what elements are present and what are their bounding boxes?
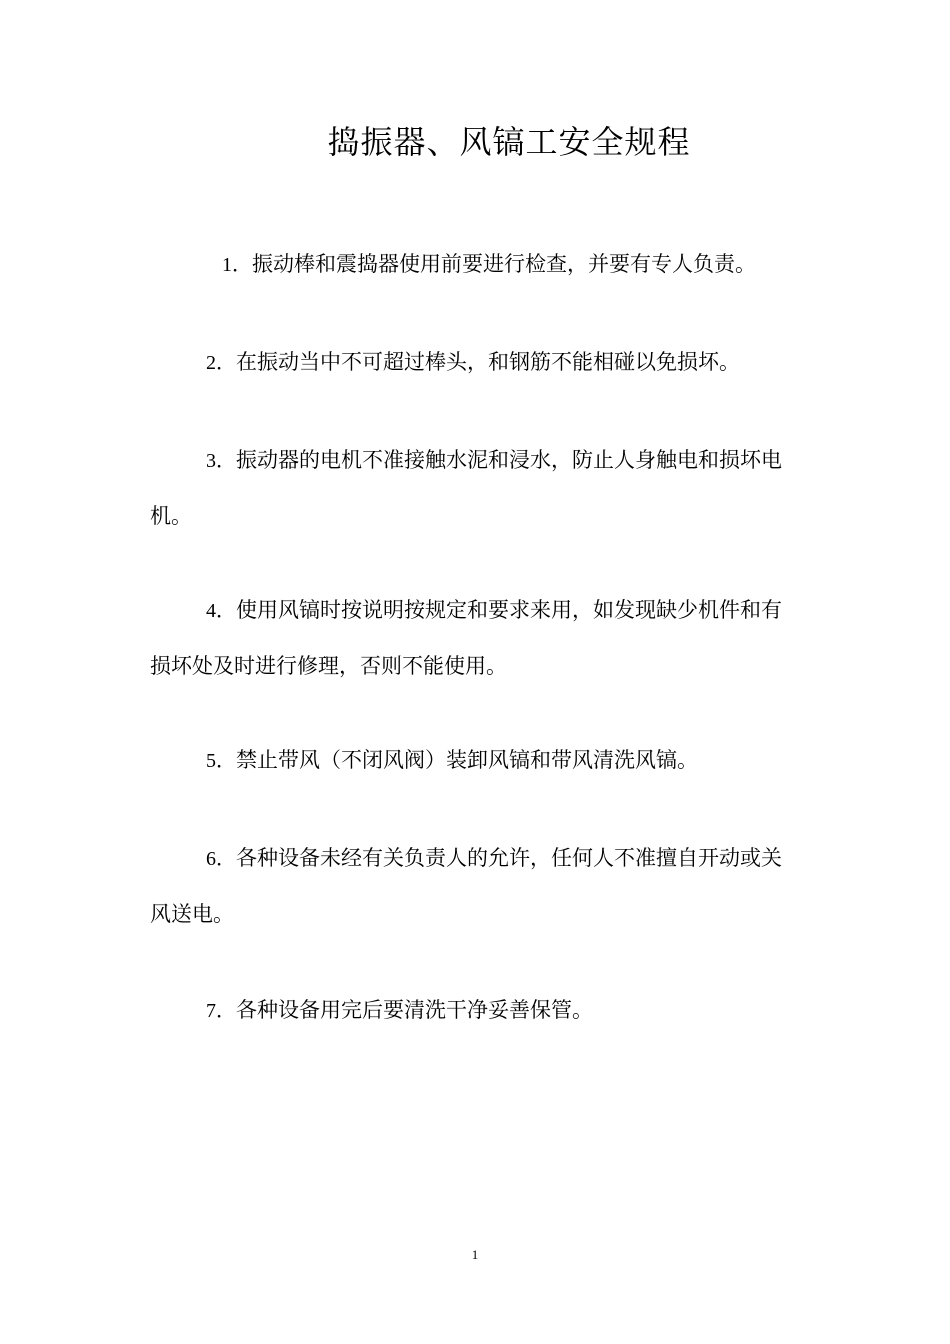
rule-item-3	[150, 433, 790, 544]
rule-number: 7．	[206, 1000, 236, 1022]
rule-text: 禁止带风（不闭风阀）装卸风镐和带风清洗风镐。	[236, 748, 698, 772]
rule-text: 在振动当中不可超过棒头，和钢筋不能相碰以免损坏。	[236, 350, 740, 374]
rule-number: 4．	[206, 600, 236, 622]
rule-item-7	[150, 983, 790, 1039]
rule-item-1	[166, 237, 806, 293]
page-number: 1	[471, 1247, 479, 1262]
rule-text: 各种设备未经有关负责人的允许，任何人不准擅自开动或关风送电。	[150, 846, 782, 926]
rule-text: 使用风镐时按说明按规定和要求来用，如发现缺少机件和有损坏处及时进行修理，否则不能使用。	[150, 598, 782, 678]
rule-number: 5．	[206, 750, 236, 772]
rule-item-4	[150, 583, 790, 694]
rule-text: 振动器的电机不准接触水泥和浸水，防止人身触电和损坏电机。	[150, 448, 782, 528]
rule-text: 振动棒和震捣器使用前要进行检查，并要有专人负责。	[252, 252, 756, 276]
rule-item-5	[150, 733, 790, 789]
rule-number: 6．	[206, 848, 236, 870]
page-title: 捣振器、风镐工安全规程	[327, 123, 691, 161]
rule-number: 3．	[206, 450, 236, 472]
rule-item-2	[150, 335, 790, 391]
rule-number: 1．	[222, 254, 252, 276]
rule-item-6	[150, 831, 790, 942]
rule-text: 各种设备用完后要清洗干净妥善保管。	[236, 998, 593, 1022]
rule-number: 2．	[206, 352, 236, 374]
